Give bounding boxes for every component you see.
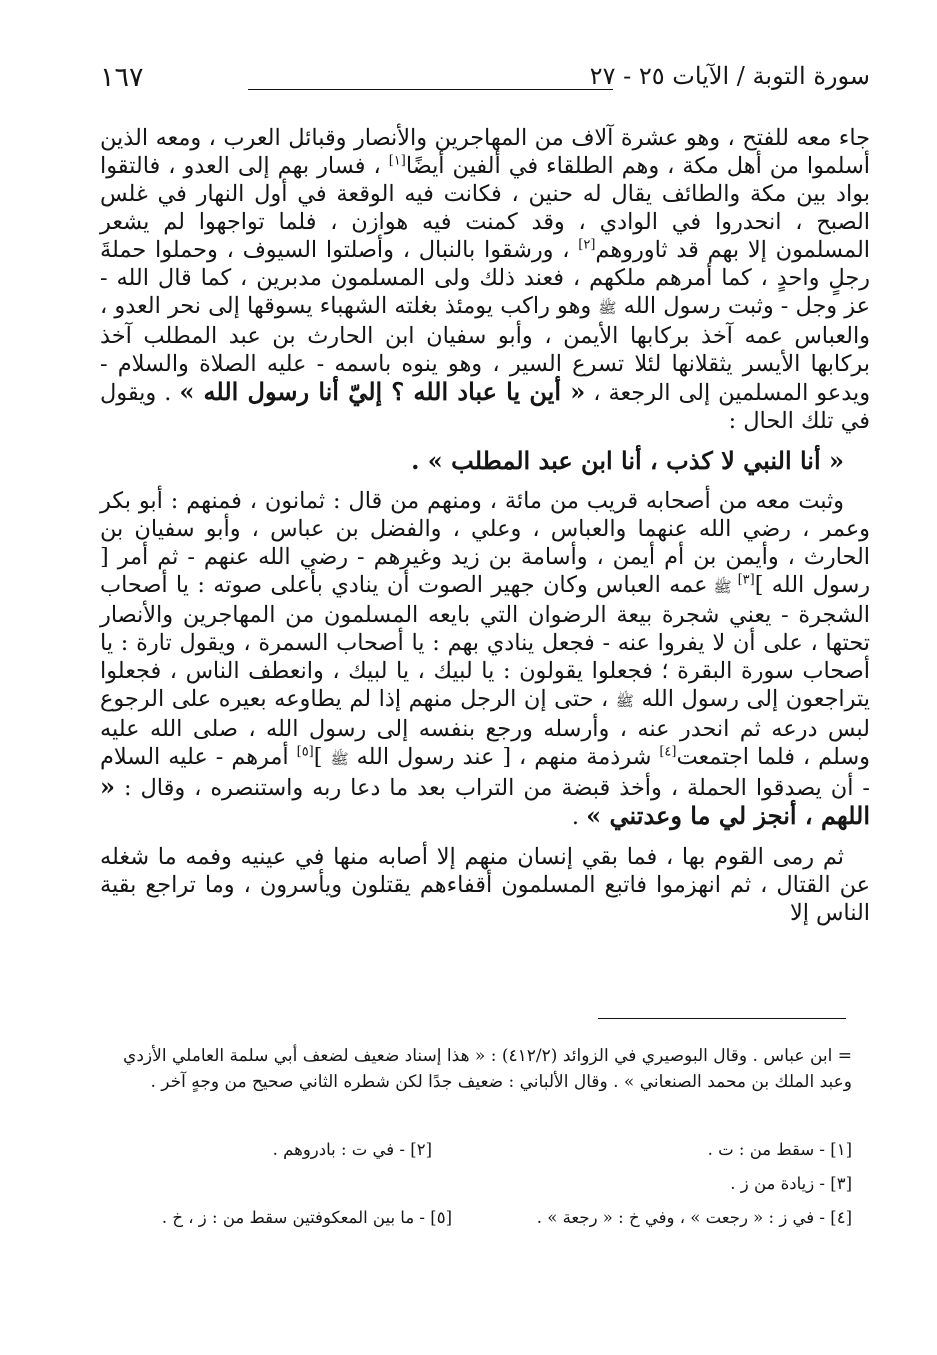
footnote-marker-1: [١] (388, 153, 406, 169)
paragraph-companions (100, 487, 870, 831)
salutation-glyph: ﷺ (598, 299, 617, 317)
main-text (100, 124, 870, 927)
paragraph-hunayn-battle (100, 124, 870, 435)
text-run: عمه العباس وكان جهير الصوت أن ينادي بأعلى صوته : يا أصحاب الشجرة - يعني شجرة بيعة الرضوان التي بايعه المسلمون من المهاجرين والأنصار تحتها ، على أن لا يفروا عنه - فجعل ينادي بهم : يا أصحاب السمرة ، ويقول تارة : يا أصحاب سورة البقرة ؛ فجعلوا يقولون : يا لبيك ، يا لبيك ، وانعطف الناس ، فجعلوا يتراجعون إلى رسول الله (100, 572, 871, 712)
footnote-marker-2: [٢] (578, 237, 596, 253)
text-run: ، حتى إن الرجل منهم إذا لم يطاوعه بعيره على الرجوع لبس درعه ثم انحدر عنه ، وأرسله ورجع بنفسه إلى رسول الله ، صلى الله عليه وسلم ، فلما اجتمعت (100, 686, 870, 770)
text-run: ، ورشقوا بالنبال ، وأصلتوا السيوف ، وحملوا حملةَ رجلٍ واحدٍ ، كما أمرهم ملكهم ، فعند ذلك ولى المسلمون مدبرين ، كما قال الله - عز وجل - وثبت رسول الله (100, 237, 870, 319)
variant-note-4: [٤] - في ز : « رجعت » ، وفي خ : « رجعة » . (536, 1208, 852, 1227)
variant-row (100, 1208, 852, 1242)
footnote-line: = ابن عباس . وقال البوصيري في الزوائد (٤١٢/٢) : « هذا إسناد ضعيف لضعف أبي سلمة العاملي الأزدي (123, 1046, 852, 1066)
variant-row (100, 1140, 852, 1174)
text-run: شرذمة منهم ، [ عند رسول الله (348, 744, 660, 770)
text-run: ، فسار بهم إلى العدو ، فالتقوا بواد بين مكة والطائف يقال له حنين ، فكانت فيه الوقعة في أول النهار في غلس الصبح ، انحدروا في الوادي ، وقد كمنت فيه هوازن ، فلما تواجهوا لم يشعر المسلمون إلا بهم قد ثاوروهم (100, 153, 870, 263)
text-run: أمرهم - عليه السلام - أن يصدقوا الحملة ، وأخذ قبضة من التراب بعد ما دعا ربه واستنصره ، وقال : (100, 744, 870, 801)
paragraph-rout: ثم رمى القوم بها ، فما بقي إنسان منهم إلا أصابه منها في عينيه وفمه ما شغله عن القتال ، ثم انهزموا فاتبع المسلمون أقفاءهم يقتلون ويأسرون ، وما تراجع بقية الناس إلا (100, 844, 870, 926)
salutation-glyph: ﷺ (707, 578, 738, 596)
footnote-separator (598, 1018, 846, 1019)
text-run: وثبت معه من أصحابه قريب من مائة ، ومنهم من قال : ثمانون ، فمنهم : أبو بكر وعمر ، رضي الله عنهما والعباس ، وعلي ، والفضل بن عباس ، وأبو سفيان بن الحارث ، وأيمن بن أم أيمن ، وأسامة بن زيد وغيرهم - رضي الله عنهم - ثم أمر [ رسول الله ] (100, 488, 871, 598)
text-run: . ويقول في تلك الحال : (100, 380, 870, 434)
variant-note-2: [٢] - في ت : بادروهم . (272, 1140, 432, 1159)
text-run: جاء معه للفتح ، وهو عشرة آلاف من المهاجرين والأنصار وقبائل العرب ، ومعه الذين أسلموا من أهل مكة ، وهم الطلقاء في ألفين أيضًا (100, 125, 870, 179)
salutation-glyph: ﷺ (615, 692, 634, 710)
variant-note-3: [٣] - زيادة من ز . (730, 1174, 852, 1193)
text-run: وهو راكب يومئذ بغلته الشهباء يسوقها إلى نحر العدو ، والعباس عمه آخذ بركابها الأيمن ، وأبو سفيان ابن الحارث بن عبد المطلب آخذ بركابها الأيسر يثقلانها لئلا تسرع السير ، وهو ينوه باسمه - عليه الصلاة والسلام - ويدعو المسلمين إلى الرجعة ، (100, 293, 871, 406)
variant-note-5: [٥] - ما بين المعكوفتين سقط من : ز ، خ . (161, 1208, 452, 1227)
page-number: ١٦٧ (100, 62, 144, 93)
footnote-line: وعبد الملك بن محمد الصنعاني » . وقال الألباني : ضعيف جدًا لكن شطره الثاني صحيح من وجهٍ آخر . (150, 1072, 852, 1092)
text-run: ] (313, 744, 331, 770)
spacer (100, 831, 870, 843)
header-rule (248, 89, 613, 90)
variant-note-1: [١] - سقط من : ت . (707, 1140, 852, 1159)
text-run: . (571, 804, 587, 830)
footnote-continuation (100, 1043, 852, 1095)
page-header (100, 62, 870, 102)
prophetic-call: « أين يا عباد الله ؟ إليّ أنا رسول الله » (179, 377, 586, 406)
spacer (100, 475, 870, 487)
footnote-marker-3: [٣] (737, 572, 755, 588)
footnote-marker-4: [٤] (659, 744, 677, 760)
footnote-marker-5: [٥] (296, 744, 314, 760)
running-title: سورة التوبة / الآيات ٢٥ - ٢٧ (589, 62, 870, 90)
prophetic-saying: « أنا النبي لا كذب ، أنا ابن عبد المطلب » . (411, 446, 844, 475)
variant-row (100, 1174, 852, 1208)
salutation-glyph: ﷺ (330, 750, 349, 768)
manuscript-variants (100, 1140, 852, 1242)
prophetic-prayer: « اللهم ، أنجز لي ما وعدتني » (100, 772, 870, 830)
